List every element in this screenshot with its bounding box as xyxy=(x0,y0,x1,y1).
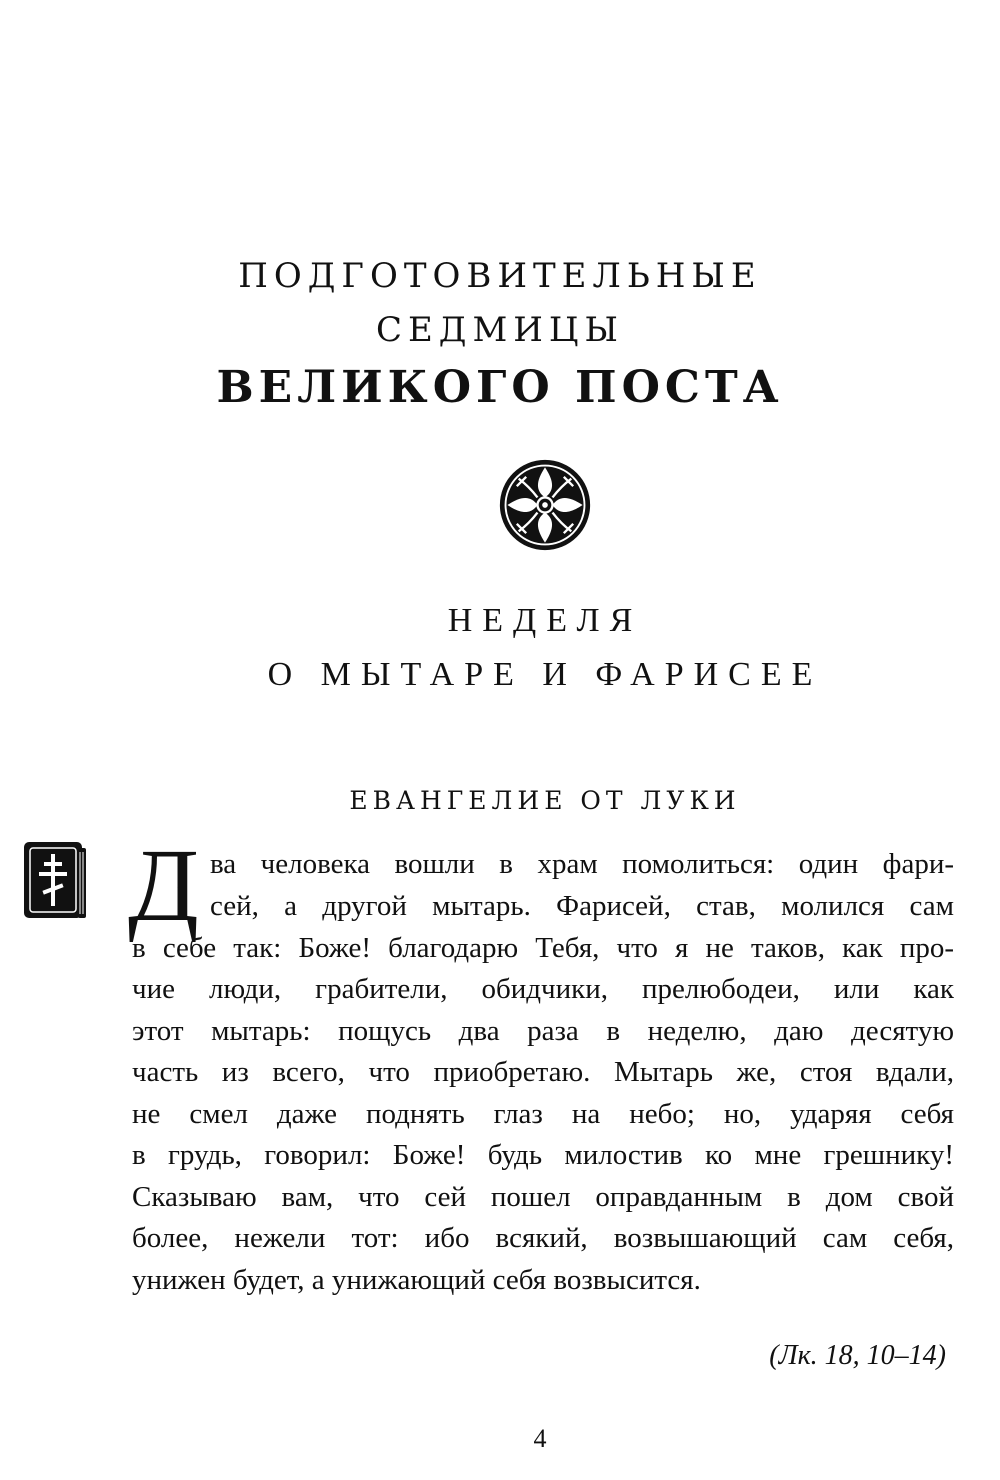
section-heading-line-3: ВЕЛИКОГО ПОСТА xyxy=(216,362,784,413)
sunday-title-line-1: НЕДЕЛЯ xyxy=(447,602,643,639)
rosette-ornament-icon xyxy=(498,458,592,552)
text-line-11: унижен будет, а унижающий себя возвысится. xyxy=(132,1264,701,1296)
sunday-title-line-2: О МЫТАРЕ И ФАРИСЕЕ xyxy=(267,656,823,693)
gospel-heading: ЕВАНГЕЛИЕ ОТ ЛУКИ xyxy=(349,786,741,815)
page-number: 4 xyxy=(533,1424,547,1453)
section-heading-line-1: ПОДГОТОВИТЕЛЬНЫЕ xyxy=(238,256,762,296)
gospel-book-cross-icon xyxy=(22,840,88,922)
text-line-2: сей, а другой мытарь. Фарисей, став, молился сам xyxy=(210,890,954,922)
text-line-5: этот мытарь: пощусь два раза в неделю, даю десятую xyxy=(132,1015,954,1047)
text-line-10: более, нежели тот: ибо всякий, возвышающий сам себя, xyxy=(132,1222,954,1254)
text-line-9: Сказываю вам, что сей пошел оправданным в дом свой xyxy=(132,1181,954,1213)
scripture-reference: (Лк. 18, 10–14) xyxy=(769,1340,946,1371)
text-line-6: часть из всего, что приобретаю. Мытарь же, стоя вдали, xyxy=(132,1056,954,1088)
text-line-3: в себе так: Боже! благодарю Тебя, что я не таков, как про- xyxy=(132,932,954,964)
text-line-7: не смел даже поднять глаз на небо; но, ударяя себя xyxy=(132,1098,954,1130)
text-line-4: чие люди, грабители, обидчики, прелюбодеи, или как xyxy=(132,973,954,1005)
drop-cap: Д xyxy=(128,828,199,943)
text-line-1: ва человека вошли в храм помолиться: один фари- xyxy=(210,848,954,880)
text-line-8: в грудь, говорил: Боже! будь милостив ко мне грешнику! xyxy=(132,1139,954,1171)
section-heading-line-2: СЕДМИЦЫ xyxy=(375,310,625,350)
